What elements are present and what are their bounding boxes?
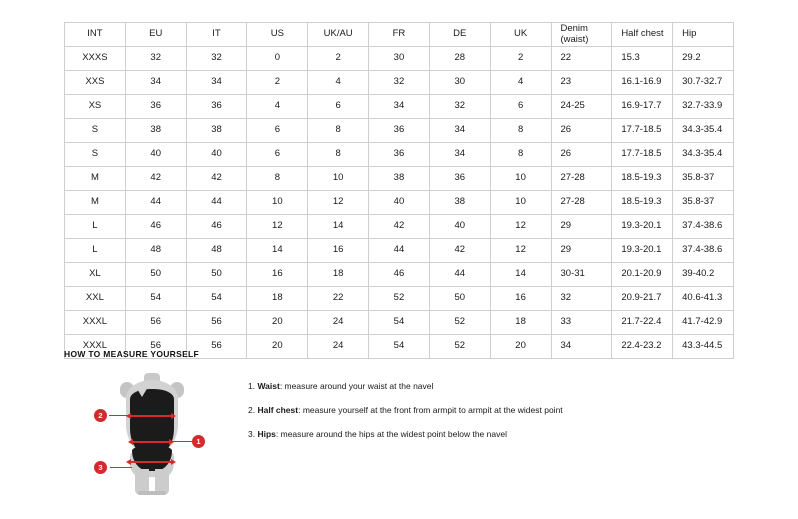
cell-de: 34	[429, 143, 490, 167]
table-row	[65, 71, 734, 95]
cell-fr: 42	[369, 215, 430, 239]
cell-it: 44	[186, 191, 247, 215]
cell-uk: 10	[490, 191, 551, 215]
cell-hip: 34.3-35.4	[673, 143, 734, 167]
cell-uk-au: 12	[308, 191, 369, 215]
mannequin-stand	[138, 491, 166, 495]
cell-half-chest: 18.5-19.3	[612, 167, 673, 191]
cell-uk: 4	[490, 71, 551, 95]
cell-uk-au: 14	[308, 215, 369, 239]
cell-de: 32	[429, 95, 490, 119]
cell-denim-waist: 34	[551, 335, 612, 359]
cell-uk: 20	[490, 335, 551, 359]
cell-half-chest: 21.7-22.4	[612, 311, 673, 335]
cell-fr: 44	[369, 239, 430, 263]
cell-uk: 16	[490, 287, 551, 311]
how-to-measure-title: HOW TO MEASURE YOURSELF	[64, 349, 200, 359]
cell-int: XS	[65, 95, 126, 119]
cell-hip: 43.3-44.5	[673, 335, 734, 359]
cell-it: 48	[186, 239, 247, 263]
cell-de: 52	[429, 335, 490, 359]
waist-connector	[170, 441, 192, 442]
table-body	[65, 47, 734, 359]
cell-it: 36	[186, 95, 247, 119]
cell-hip: 37.4-38.6	[673, 215, 734, 239]
cell-half-chest: 16.1-16.9	[612, 71, 673, 95]
measure-step-hips	[248, 429, 563, 439]
cell-uk-au: 2	[308, 47, 369, 71]
step-number-3: 3.	[248, 429, 256, 440]
column-header-eu: EU	[125, 23, 186, 47]
cell-uk-au: 8	[308, 119, 369, 143]
cell-fr: 52	[369, 287, 430, 311]
column-header-int: INT	[65, 23, 126, 47]
table-header-row	[65, 23, 734, 47]
step-text-waist: : measure around your waist at the navel	[279, 381, 434, 391]
measure-step-half-chest	[248, 405, 563, 415]
cell-it: 50	[186, 263, 247, 287]
cell-eu: 32	[125, 47, 186, 71]
cell-denim-waist: 26	[551, 143, 612, 167]
cell-de: 52	[429, 311, 490, 335]
how-to-measure-section	[64, 349, 734, 498]
column-header-uk-au: UK/AU	[308, 23, 369, 47]
table-row	[65, 119, 734, 143]
cell-us: 14	[247, 239, 308, 263]
cell-denim-waist: 29	[551, 239, 612, 263]
column-header-half-chest: Half chest	[612, 23, 673, 47]
cell-it: 46	[186, 215, 247, 239]
cell-half-chest: 15.3	[612, 47, 673, 71]
cell-denim-waist: 22	[551, 47, 612, 71]
cell-de: 44	[429, 263, 490, 287]
size-chart-container	[64, 22, 734, 359]
cell-hip: 35.8-37	[673, 167, 734, 191]
cell-fr: 30	[369, 47, 430, 71]
mannequin-swimsuit-top	[130, 389, 174, 455]
cell-hip: 40.6-41.3	[673, 287, 734, 311]
cell-half-chest: 19.3-20.1	[612, 215, 673, 239]
cell-denim-waist: 32	[551, 287, 612, 311]
marker-3: 3	[94, 461, 107, 474]
cell-fr: 36	[369, 119, 430, 143]
cell-uk-au: 6	[308, 95, 369, 119]
cell-fr: 40	[369, 191, 430, 215]
cell-de: 40	[429, 215, 490, 239]
cell-uk-au: 18	[308, 263, 369, 287]
cell-uk: 10	[490, 167, 551, 191]
marker-1: 1	[192, 435, 205, 448]
how-to-measure-body	[64, 373, 734, 498]
size-chart-table	[64, 22, 734, 359]
hips-connector	[110, 467, 132, 468]
cell-half-chest: 17.7-18.5	[612, 119, 673, 143]
cell-eu: 44	[125, 191, 186, 215]
cell-denim-waist: 30-31	[551, 263, 612, 287]
cell-de: 38	[429, 191, 490, 215]
cell-int: XXXL	[65, 311, 126, 335]
cell-de: 34	[429, 119, 490, 143]
cell-de: 50	[429, 287, 490, 311]
cell-us: 6	[247, 143, 308, 167]
cell-eu: 46	[125, 215, 186, 239]
measure-step-waist	[248, 381, 563, 391]
column-header-de: DE	[429, 23, 490, 47]
column-header-it: IT	[186, 23, 247, 47]
cell-uk-au: 22	[308, 287, 369, 311]
mannequin-neckline	[136, 387, 148, 397]
cell-hip: 39-40.2	[673, 263, 734, 287]
cell-eu: 34	[125, 71, 186, 95]
cell-de: 30	[429, 71, 490, 95]
cell-it: 42	[186, 167, 247, 191]
table-row	[65, 311, 734, 335]
cell-denim-waist: 26	[551, 119, 612, 143]
cell-half-chest: 18.5-19.3	[612, 191, 673, 215]
cell-denim-waist: 27-28	[551, 167, 612, 191]
column-header-uk: UK	[490, 23, 551, 47]
cell-uk-au: 4	[308, 71, 369, 95]
table-row	[65, 263, 734, 287]
cell-de: 42	[429, 239, 490, 263]
cell-hip: 29.2	[673, 47, 734, 71]
cell-uk: 18	[490, 311, 551, 335]
cell-int: L	[65, 215, 126, 239]
column-header-us: US	[247, 23, 308, 47]
cell-half-chest: 17.7-18.5	[612, 143, 673, 167]
step-term-waist: Waist	[257, 381, 280, 391]
cell-it: 34	[186, 71, 247, 95]
table-row	[65, 239, 734, 263]
hips-measure-arrow-icon	[130, 461, 172, 463]
cell-it: 40	[186, 143, 247, 167]
cell-us: 4	[247, 95, 308, 119]
cell-hip: 32.7-33.9	[673, 95, 734, 119]
cell-denim-waist: 24-25	[551, 95, 612, 119]
cell-denim-waist: 23	[551, 71, 612, 95]
cell-fr: 54	[369, 311, 430, 335]
cell-eu: 40	[125, 143, 186, 167]
step-text-hips: : measure around the hips at the widest point below the navel	[275, 429, 507, 440]
table-row	[65, 167, 734, 191]
table-row	[65, 47, 734, 71]
cell-de: 28	[429, 47, 490, 71]
cell-uk: 2	[490, 47, 551, 71]
marker-2: 2	[94, 409, 107, 422]
step-term-half-chest: Half chest	[257, 405, 299, 416]
cell-uk-au: 24	[308, 311, 369, 335]
cell-hip: 35.8-37	[673, 191, 734, 215]
cell-int: XXXL	[65, 335, 126, 359]
cell-us: 6	[247, 119, 308, 143]
cell-eu: 56	[125, 311, 186, 335]
cell-it: 56	[186, 335, 247, 359]
cell-us: 8	[247, 167, 308, 191]
cell-us: 16	[247, 263, 308, 287]
cell-uk: 14	[490, 263, 551, 287]
table-row	[65, 215, 734, 239]
cell-fr: 36	[369, 143, 430, 167]
cell-it: 54	[186, 287, 247, 311]
cell-eu: 36	[125, 95, 186, 119]
cell-half-chest: 20.1-20.9	[612, 263, 673, 287]
cell-uk: 12	[490, 239, 551, 263]
step-number-2: 2.	[248, 405, 256, 416]
cell-denim-waist: 33	[551, 311, 612, 335]
cell-half-chest: 20.9-21.7	[612, 287, 673, 311]
cell-uk: 8	[490, 143, 551, 167]
cell-fr: 32	[369, 71, 430, 95]
cell-it: 32	[186, 47, 247, 71]
cell-uk-au: 8	[308, 143, 369, 167]
column-header-fr: FR	[369, 23, 430, 47]
cell-uk: 8	[490, 119, 551, 143]
cell-half-chest: 19.3-20.1	[612, 239, 673, 263]
mannequin-diagram	[92, 373, 212, 498]
cell-eu: 56	[125, 335, 186, 359]
cell-us: 20	[247, 335, 308, 359]
cell-int: S	[65, 143, 126, 167]
half-chest-connector	[109, 415, 131, 416]
cell-int: XXS	[65, 71, 126, 95]
table-row	[65, 287, 734, 311]
cell-int: XL	[65, 263, 126, 287]
cell-int: M	[65, 167, 126, 191]
cell-it: 38	[186, 119, 247, 143]
column-header-hip: Hip	[673, 23, 734, 47]
cell-hip: 34.3-35.4	[673, 119, 734, 143]
cell-eu: 48	[125, 239, 186, 263]
cell-fr: 54	[369, 335, 430, 359]
cell-us: 2	[247, 71, 308, 95]
step-text-half-chest: : measure yourself at the front from armpit to armpit at the widest point	[298, 405, 563, 416]
cell-int: XXXS	[65, 47, 126, 71]
column-header-denim-waist: Denim (waist)	[551, 23, 612, 47]
cell-de: 36	[429, 167, 490, 191]
cell-uk: 12	[490, 215, 551, 239]
table-row	[65, 95, 734, 119]
cell-int: M	[65, 191, 126, 215]
table-header	[65, 23, 734, 47]
cell-us: 10	[247, 191, 308, 215]
cell-fr: 46	[369, 263, 430, 287]
cell-uk-au: 16	[308, 239, 369, 263]
step-term-hips: Hips	[257, 429, 276, 440]
waist-measure-arrow-icon	[132, 441, 170, 443]
cell-us: 0	[247, 47, 308, 71]
half-chest-measure-arrow-icon	[130, 415, 172, 417]
measure-steps-list	[248, 373, 563, 454]
cell-fr: 38	[369, 167, 430, 191]
table-row	[65, 143, 734, 167]
table-row	[65, 191, 734, 215]
cell-hip: 37.4-38.6	[673, 239, 734, 263]
cell-us: 20	[247, 311, 308, 335]
cell-int: S	[65, 119, 126, 143]
cell-it: 56	[186, 311, 247, 335]
cell-eu: 50	[125, 263, 186, 287]
cell-hip: 41.7-42.9	[673, 311, 734, 335]
cell-us: 12	[247, 215, 308, 239]
cell-eu: 42	[125, 167, 186, 191]
cell-fr: 34	[369, 95, 430, 119]
cell-uk: 6	[490, 95, 551, 119]
cell-uk-au: 24	[308, 335, 369, 359]
cell-eu: 54	[125, 287, 186, 311]
cell-denim-waist: 29	[551, 215, 612, 239]
cell-int: L	[65, 239, 126, 263]
cell-int: XXL	[65, 287, 126, 311]
cell-eu: 38	[125, 119, 186, 143]
cell-denim-waist: 27-28	[551, 191, 612, 215]
step-number-1: 1.	[248, 381, 256, 391]
cell-half-chest: 22.4-23.2	[612, 335, 673, 359]
cell-uk-au: 10	[308, 167, 369, 191]
mannequin-icon	[120, 373, 184, 495]
cell-hip: 30.7-32.7	[673, 71, 734, 95]
cell-half-chest: 16.9-17.7	[612, 95, 673, 119]
cell-us: 18	[247, 287, 308, 311]
